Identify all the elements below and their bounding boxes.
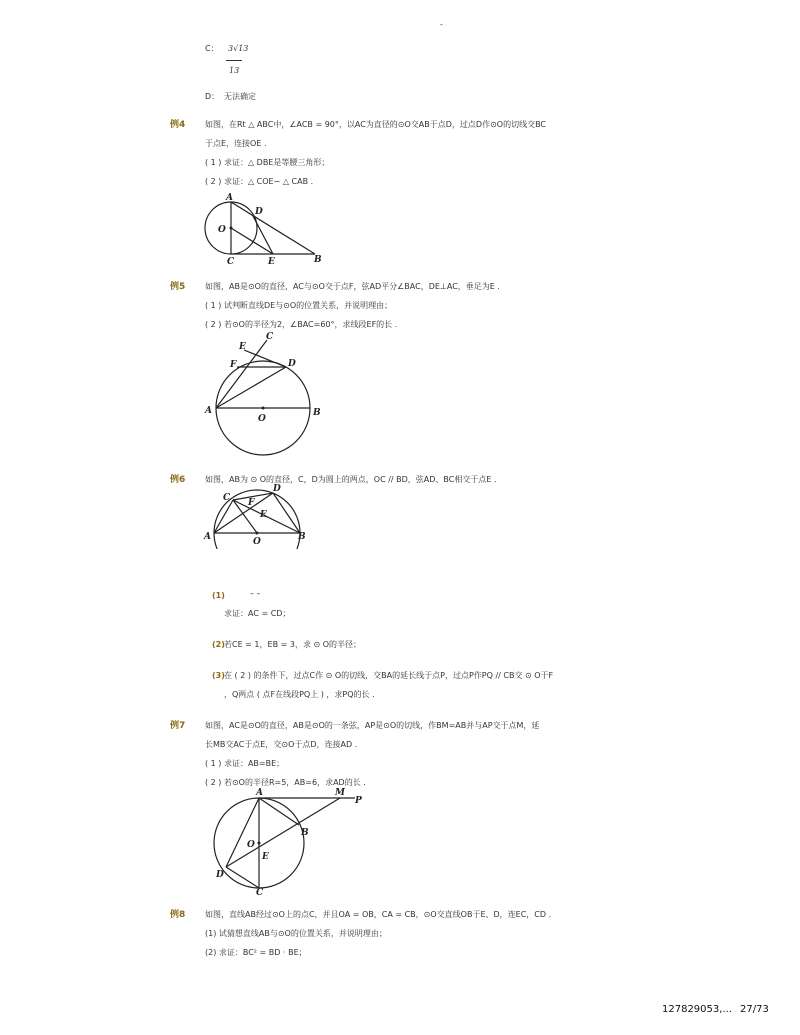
point-o: O bbox=[258, 414, 266, 424]
example-6-line1: 如图，AB为 ⊙ O的直径，C，D为圆上的两点，OC // BD，弦AD、BC相交于点E . bbox=[205, 475, 497, 484]
example-6-part2-text: 若CE = 1，EB = 3，求 ⊙ O的半径； bbox=[224, 640, 362, 649]
point-d: D bbox=[216, 870, 224, 880]
point-a: A bbox=[256, 788, 263, 798]
point-c: C bbox=[223, 493, 231, 503]
page-number: 27/73 bbox=[740, 1004, 769, 1015]
point-a: A bbox=[204, 532, 211, 542]
option-c-denominator: 13 bbox=[229, 66, 240, 75]
point-b: B bbox=[298, 532, 306, 542]
point-c: C bbox=[227, 257, 235, 265]
example-7-line2: 长MB交AC于点E，交⊙O于点D，连接AD . bbox=[205, 740, 358, 749]
example-6-part3-line1: 在 ( 2 ) 的条件下，过点C作 ⊙ O的切线，交BA的延长线于点P，过点P作PQ // CB交 ⊙ O于F bbox=[224, 671, 554, 680]
example-7-question2: ( 2 ) 若⊙O的半径R=5，AB=6，求AD的长 . bbox=[205, 778, 366, 787]
example-7-line1: 如图，AC是⊙O的直径，AB是⊙O的一条弦，AP是⊙O的切线，作BM=AB并与AP交于点M，延 bbox=[205, 721, 540, 730]
point-c: C bbox=[256, 888, 264, 895]
example-5-question1: ( 1 ) 试判断直线DE与⊙O的位置关系，并说明理由； bbox=[205, 301, 393, 310]
example-5-line1: 如图，AB是⊙O的直径，AC与⊙O交于点F，弦AD平分∠BAC，DE⊥AC，垂足为E . bbox=[205, 282, 500, 291]
example-5-figure bbox=[200, 330, 330, 460]
example-7-label: 例7 bbox=[170, 721, 186, 731]
point-a: A bbox=[226, 193, 233, 203]
document-id: 127829053,... bbox=[662, 1004, 732, 1015]
example-6-part3-mark: (3) bbox=[212, 671, 225, 680]
point-f: F bbox=[248, 498, 255, 508]
point-b: B bbox=[314, 255, 322, 265]
point-p: P bbox=[355, 796, 362, 806]
example-8-question1: (1) 试猜想直线AB与⊙O的位置关系，并说明理由； bbox=[205, 929, 387, 938]
example-4-label: 例4 bbox=[170, 120, 186, 130]
point-d: D bbox=[255, 207, 263, 217]
example-6-figure bbox=[200, 483, 315, 549]
point-e: E bbox=[239, 342, 246, 352]
point-f: F bbox=[230, 360, 237, 370]
example-4-line2: 于点E，连接OE . bbox=[205, 139, 267, 148]
example-4-line1: 如图，在Rt △ ABC中，∠ACB = 90°，以AC为直径的⊙O交AB于点D，过点D作⊙O的切线交BC bbox=[205, 120, 547, 129]
example-4-question2: ( 2 ) 求证：△ COE∽ △ CAB . bbox=[205, 177, 314, 186]
example-4-question1: ( 1 ) 求证：△ DBE是等腰三角形； bbox=[205, 158, 330, 167]
top-mark: - bbox=[440, 20, 443, 29]
example-7-question1: ( 1 ) 求证：AB=BE； bbox=[205, 759, 285, 768]
example-8-line1: 如图，直线AB经过⊙O上的点C，并且OA = OB，CA = CB，⊙O交直线OB于E、D，连EC，CD . bbox=[205, 910, 552, 919]
point-b: B bbox=[313, 408, 321, 418]
point-d: D bbox=[288, 359, 296, 369]
point-o: O bbox=[253, 537, 261, 547]
example-6-part1-dashes: – – bbox=[250, 589, 261, 598]
example-6-part1-mark: (1) bbox=[212, 591, 225, 600]
point-o: O bbox=[218, 225, 226, 235]
point-e: E bbox=[268, 257, 275, 265]
option-d-text: 无法确定 bbox=[224, 92, 256, 101]
example-6-part3-line2: ，Q两点 ( 点F在线段PQ上 ) ，求PQ的长 . bbox=[224, 690, 375, 699]
option-c-label: C： bbox=[205, 44, 219, 53]
example-6-part2-mark: (2) bbox=[212, 640, 225, 649]
example-5-question2: ( 2 ) 若⊙O的半径为2，∠BAC=60°，求线段EF的长 . bbox=[205, 320, 398, 329]
point-e: E bbox=[260, 510, 267, 520]
example-8-question2: (2) 求证：BC² = BD · BE； bbox=[205, 948, 307, 957]
example-5-label: 例5 bbox=[170, 282, 186, 292]
example-4-figure bbox=[200, 190, 330, 265]
example-6-label: 例6 bbox=[170, 475, 186, 485]
point-c: C bbox=[266, 332, 274, 342]
example-7-figure bbox=[205, 785, 375, 895]
option-c-numerator: 3√13 bbox=[228, 44, 249, 53]
point-o: O bbox=[247, 840, 255, 850]
point-d: D bbox=[273, 484, 281, 494]
point-e: E bbox=[262, 852, 269, 862]
point-a: A bbox=[205, 406, 212, 416]
point-b: B bbox=[301, 828, 309, 838]
point-m: M bbox=[335, 788, 345, 798]
option-d-label: D： bbox=[205, 92, 220, 101]
fraction-bar bbox=[226, 60, 242, 61]
example-6-part1-text: 求证：AC = CD； bbox=[224, 609, 291, 618]
example-8-label: 例8 bbox=[170, 910, 186, 920]
